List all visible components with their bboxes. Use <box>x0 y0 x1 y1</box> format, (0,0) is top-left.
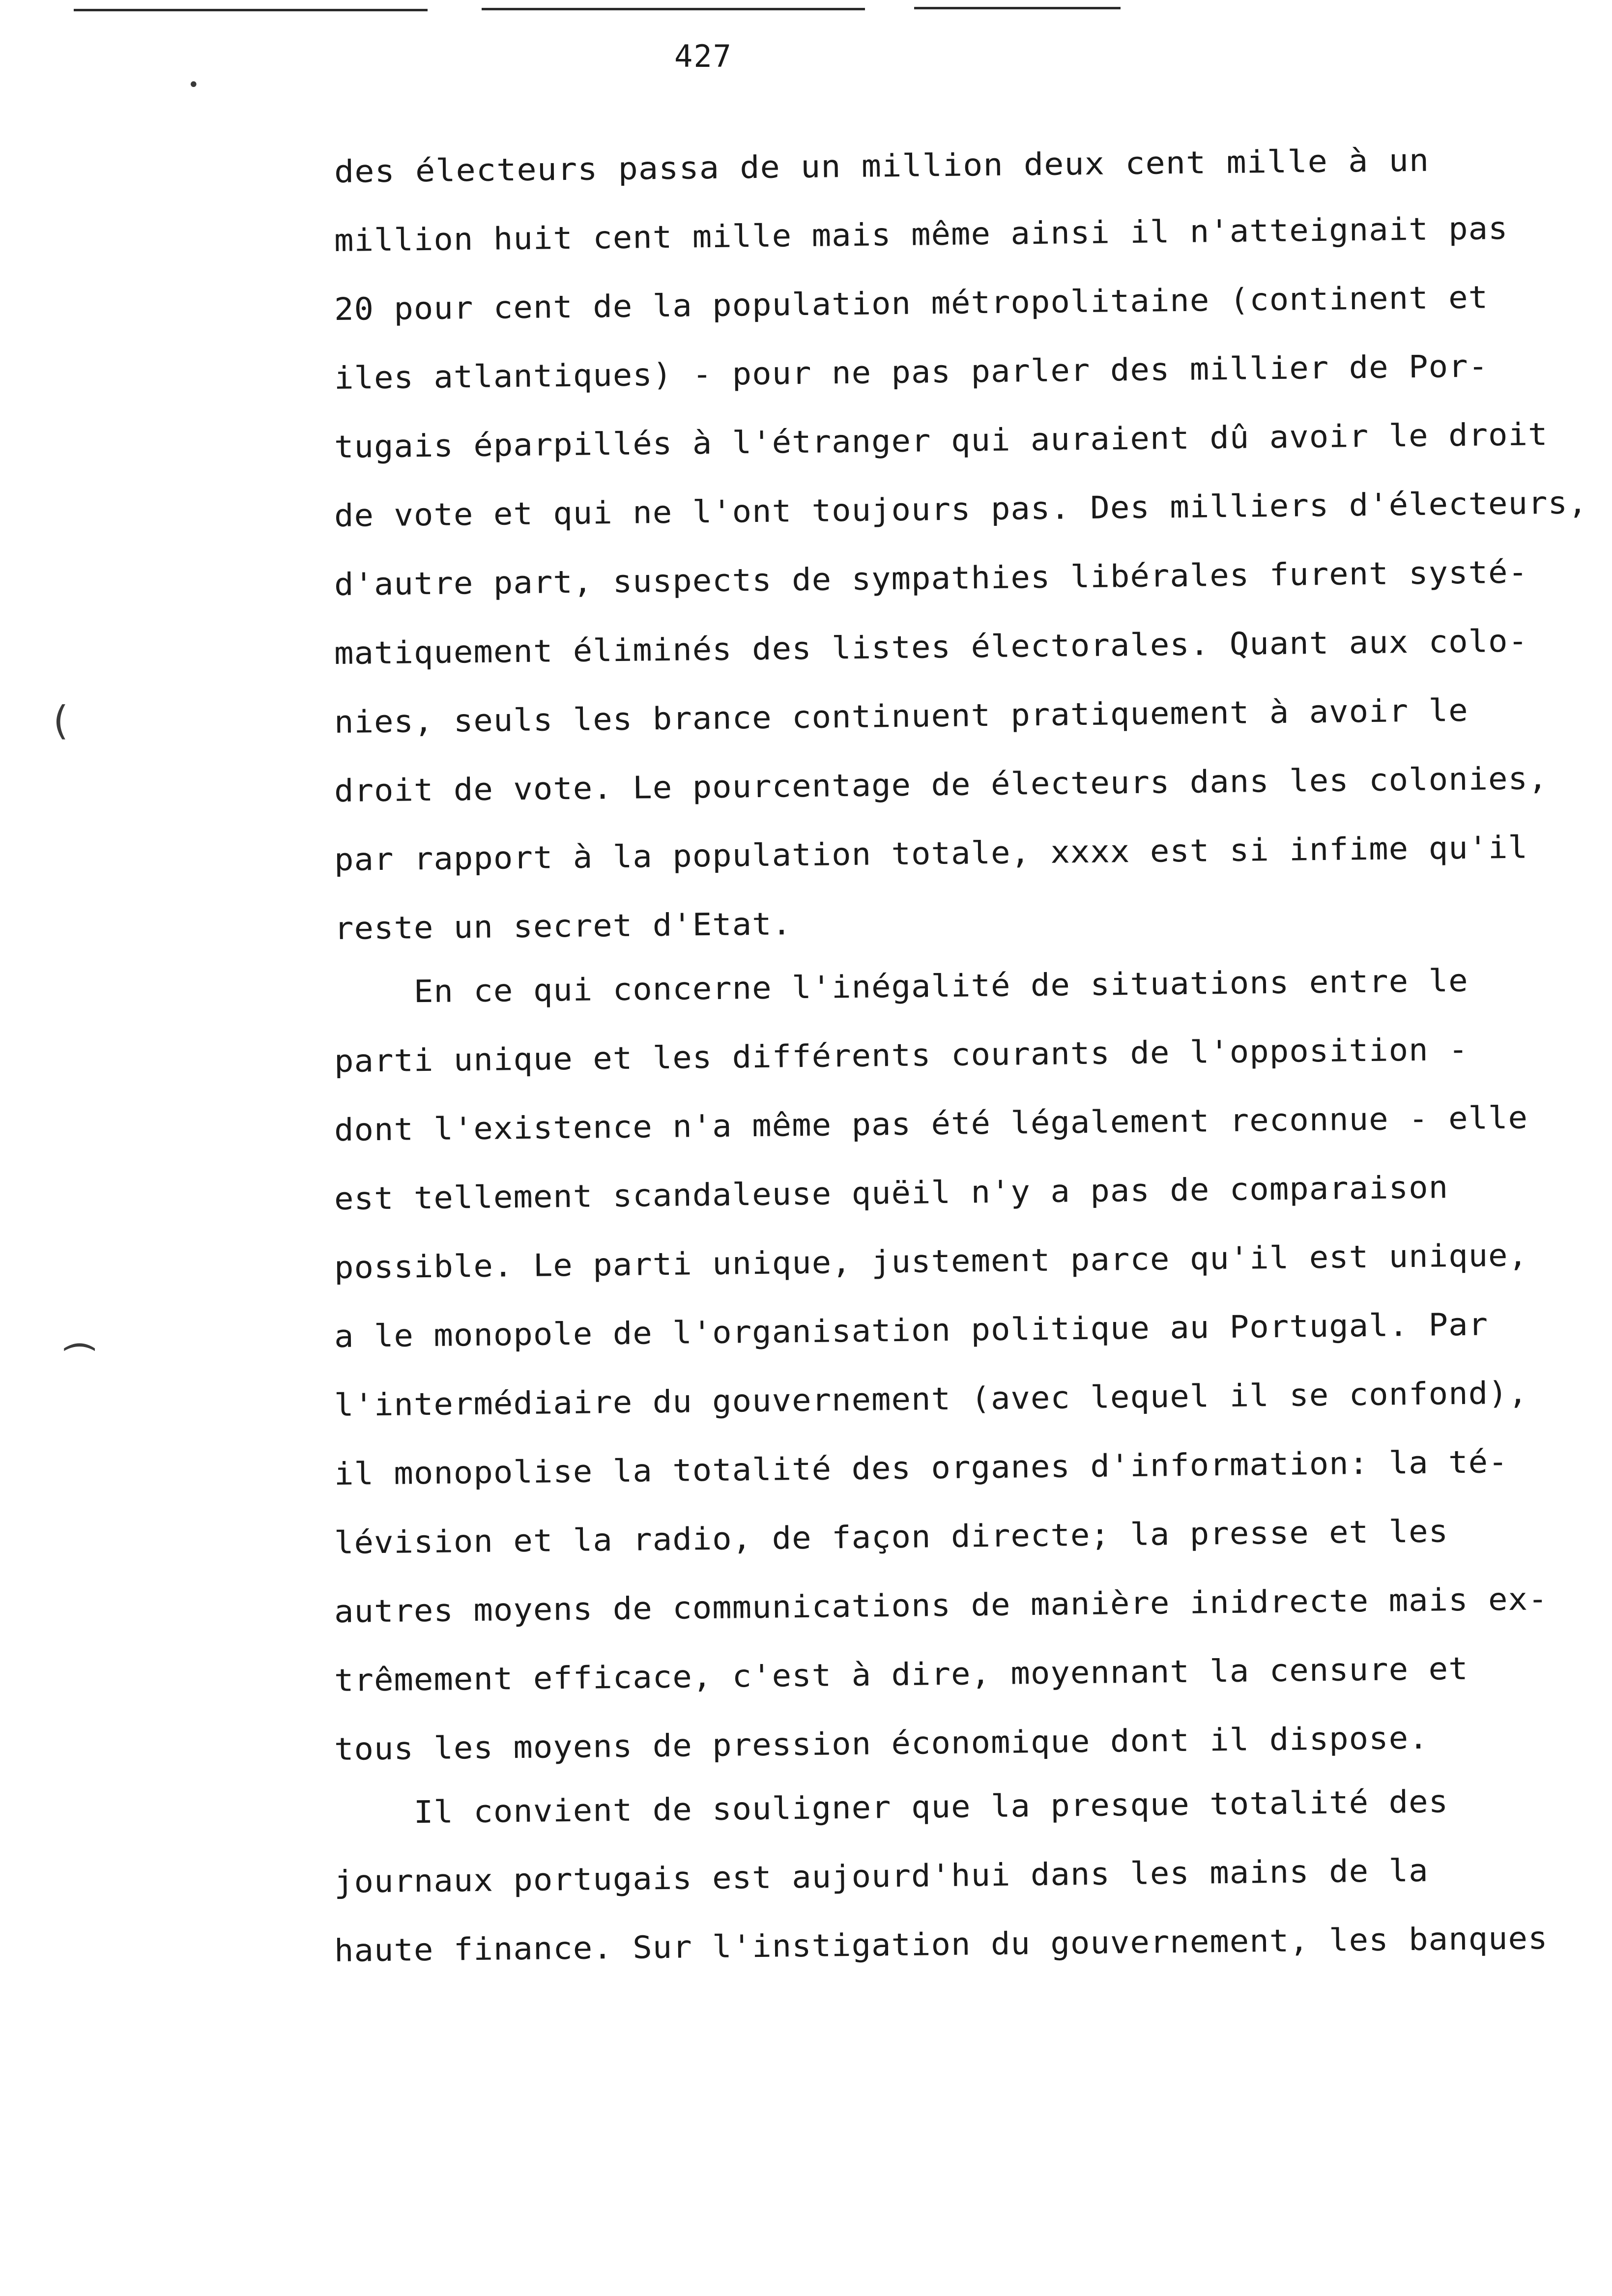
text-line: d'autre part, suspects de sympathies libérales furent systé- <box>334 554 1528 603</box>
top-rule-left <box>74 9 428 11</box>
text-line: matiquement éliminés des listes électorales. Quant aux colo- <box>334 623 1528 671</box>
text-line: il monopolise la totalité des organes d'information: la té- <box>334 1443 1508 1492</box>
text-line: trêmement efficace, c'est à dire, moyennant la censure et <box>334 1650 1468 1698</box>
text-line: des électeurs passa de un million deux cent mille à un <box>334 142 1430 190</box>
text-line: a le monopole de l'organisation politique au Portugal. Par <box>334 1306 1489 1354</box>
stray-dot-mark: • <box>188 74 200 96</box>
text-line: nies, seuls les brance continuent pratiquement à avoir le <box>334 692 1468 740</box>
margin-curve-mark: ( <box>60 1340 101 1354</box>
text-line: tous les moyens de pression économique dont il dispose. <box>334 1720 1429 1767</box>
text-line: de vote et qui ne l'ont toujours pas. Des milliers d'électeurs, <box>334 485 1588 534</box>
page-number: 427 <box>674 38 732 74</box>
text-line: possible. Le parti unique, justement parce qu'il est unique, <box>334 1237 1528 1286</box>
text-line: 20 pour cent de la population métropolitaine (continent et <box>334 279 1489 327</box>
top-rule-center <box>482 8 865 10</box>
text-line: million huit cent mille mais même ainsi il n'atteignait pas <box>334 210 1508 258</box>
text-line: reste un secret d'Etat. <box>334 906 792 947</box>
text-line: dont l'existence n'a même pas été légalement reconnue - elle <box>334 1099 1528 1148</box>
text-line: parti unique et les différents courants de l'opposition - <box>334 1031 1468 1079</box>
margin-bracket-mark: ( <box>53 698 69 744</box>
top-rule-right <box>914 7 1121 9</box>
text-line: lévision et la radio, de façon directe; la presse et les <box>334 1513 1449 1561</box>
text-line: autres moyens de communications de manière inidrecte mais ex- <box>334 1581 1548 1630</box>
text-line: par rapport à la population totale, xxxx est si infime qu'il <box>334 829 1528 878</box>
text-line: journaux portugais est aujourd'hui dans les mains de la <box>334 1852 1429 1900</box>
text-line: tugais éparpillés à l'étranger qui auraient dû avoir le droit <box>334 416 1548 465</box>
text-line: En ce qui concerne l'inégalité de situations entre le <box>334 962 1468 1010</box>
text-line: Il convient de souligner que la presque totalité des <box>334 1783 1449 1831</box>
text-line: droit de vote. Le pourcentage de électeurs dans les colonies, <box>334 760 1548 809</box>
text-line: est tellement scandaleuse quëil n'y a pas de comparaison <box>334 1169 1449 1217</box>
text-line: l'intermédiaire du gouvernement (avec lequel il se confond), <box>334 1375 1528 1423</box>
text-line: haute finance. Sur l'instigation du gouvernement, les banques <box>334 1920 1548 1969</box>
text-line: iles atlantiques) - pour ne pas parler des millier de Por- <box>334 348 1489 396</box>
